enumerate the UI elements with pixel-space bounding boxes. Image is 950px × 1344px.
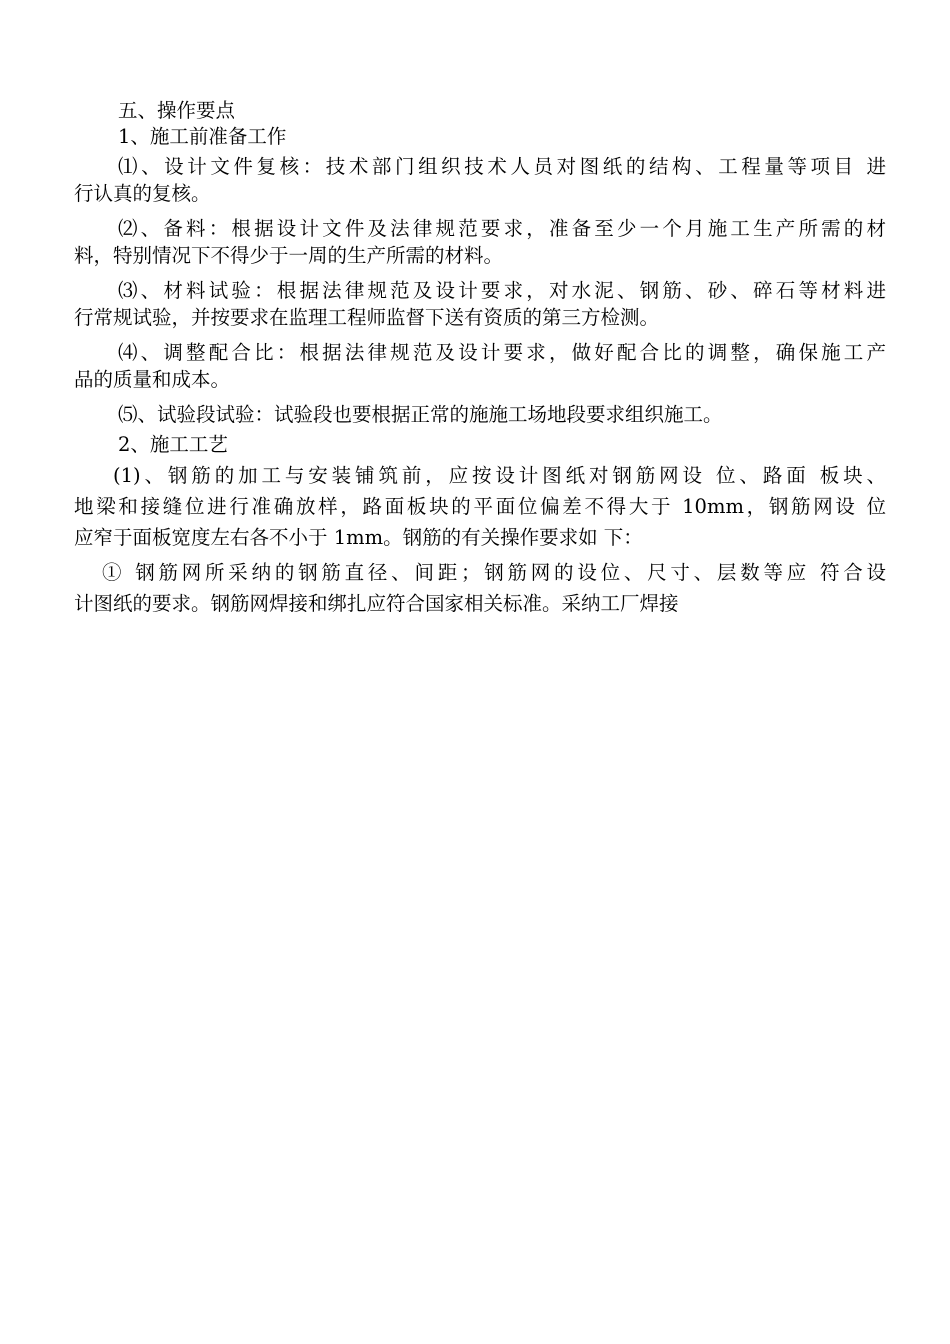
body-line: ⑶、材料试验：根据法律规范及设计要求，对水泥、钢筋、砂、碎石等材料进 (118, 279, 886, 302)
body-line: ① 钢筋网所采纳的钢筋直径、间距；钢筋网的设位、尺寸、层数等应 符合设 (102, 561, 886, 584)
body-line: 品的质量和成本。 (74, 368, 231, 391)
body-line: 行认真的复核。 (74, 182, 211, 205)
body-line: (1)、钢筋的加工与安装铺筑前，应按设计图纸对钢筋网设 位、路面 板块、 (113, 464, 886, 487)
body-line: 应窄于面板宽度左右各不小于 1mm。钢筋的有关操作要求如 下： (74, 526, 643, 549)
body-line: 计图纸的要求。钢筋网焊接和绑扎应符合国家相关标准。采纳工厂焊接 (74, 592, 679, 615)
body-line: 地梁和接缝位进行准确放样，路面板块的平面位偏差不得大于 10mm，钢筋网设 位 (74, 495, 886, 518)
body-line: ⑷、调整配合比：根据法律规范及设计要求，做好配合比的调整，确保施工产 (118, 341, 886, 364)
subsection-heading: 2、施工工艺 (118, 433, 228, 456)
body-line: ⑸、试验段试验：试验段也要根据正常的施施工场地段要求组织施工。 (118, 403, 723, 426)
body-line: 行常规试验，并按要求在监理工程师监督下送有资质的第三方检测。 (74, 306, 660, 329)
subsection-heading: 1、施工前准备工作 (118, 125, 287, 148)
body-line: 料，特别情况下不得少于一周的生产所需的材料。 (74, 244, 504, 267)
body-line: ⑴、设计文件复核：技术部门组织技术人员对图纸的结构、工程量等项目 进 (118, 155, 886, 178)
section-heading: 五、操作要点 (118, 99, 236, 122)
body-line: ⑵、备料：根据设计文件及法律规范要求，准备至少一个月施工生产所需的材 (118, 217, 886, 240)
